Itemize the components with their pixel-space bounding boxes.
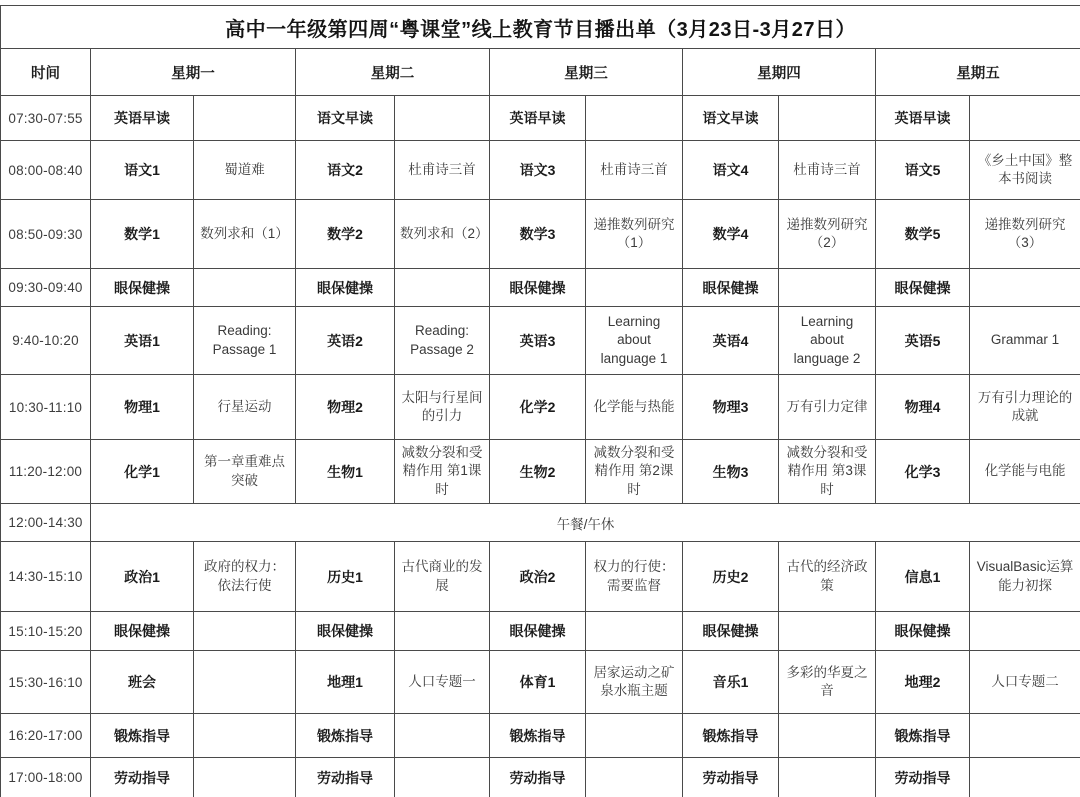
subject-cell: 数学4	[683, 200, 779, 269]
subject-cell: 物理3	[683, 375, 779, 440]
table-row	[1, 714, 1080, 758]
subject-cell: 劳动指导	[490, 758, 586, 797]
subject-cell: 数学3	[490, 200, 586, 269]
time-cell: 16:20-17:00	[1, 714, 91, 758]
topic-cell	[970, 612, 1080, 651]
topic-cell	[586, 758, 683, 797]
topic-cell: 减数分裂和受精作用 第1课时	[395, 440, 490, 504]
topic-cell: 多彩的华夏之音	[779, 651, 876, 714]
topic-cell: 居家运动之矿泉水瓶主题	[586, 651, 683, 714]
column-header-day: 星期五	[876, 49, 1080, 96]
header-row	[1, 49, 1080, 96]
topic-cell: 万有引力理论的成就	[970, 375, 1080, 440]
topic-cell	[194, 758, 296, 797]
subject-cell: 英语早读	[876, 96, 970, 141]
topic-cell: 杜甫诗三首	[395, 141, 490, 200]
subject-cell: 英语早读	[490, 96, 586, 141]
time-cell: 14:30-15:10	[1, 542, 91, 612]
subject-cell: 数学2	[296, 200, 395, 269]
time-cell: 10:30-11:10	[1, 375, 91, 440]
topic-cell: 古代商业的发展	[395, 542, 490, 612]
subject-cell: 音乐1	[683, 651, 779, 714]
topic-cell: 蜀道难	[194, 141, 296, 200]
subject-cell: 语文早读	[296, 96, 395, 141]
subject-cell: 锻炼指导	[683, 714, 779, 758]
table-row	[1, 307, 1080, 375]
subject-cell: 物理1	[91, 375, 194, 440]
topic-cell	[779, 96, 876, 141]
subject-cell: 生物2	[490, 440, 586, 504]
subject-cell: 体育1	[490, 651, 586, 714]
subject-cell: 眼保健操	[490, 612, 586, 651]
topic-cell: 数列求和（2）	[395, 200, 490, 269]
subject-cell: 英语1	[91, 307, 194, 375]
subject-cell: 历史1	[296, 542, 395, 612]
topic-cell: 化学能与电能	[970, 440, 1080, 504]
subject-cell: 地理1	[296, 651, 395, 714]
subject-cell: 锻炼指导	[296, 714, 395, 758]
topic-cell	[970, 269, 1080, 307]
subject-cell: 眼保健操	[91, 612, 194, 651]
topic-cell	[395, 269, 490, 307]
subject-cell: 英语3	[490, 307, 586, 375]
subject-cell: 语文5	[876, 141, 970, 200]
table-row	[1, 200, 1080, 269]
topic-cell: Reading: Passage 2	[395, 307, 490, 375]
subject-cell: 英语4	[683, 307, 779, 375]
subject-cell: 政治2	[490, 542, 586, 612]
topic-cell	[779, 758, 876, 797]
subject-cell: 生物1	[296, 440, 395, 504]
subject-cell: 眼保健操	[490, 269, 586, 307]
subject-cell: 锻炼指导	[876, 714, 970, 758]
column-header-day: 星期二	[296, 49, 490, 96]
title-row	[1, 6, 1080, 49]
time-cell: 9:40-10:20	[1, 307, 91, 375]
subject-cell: 语文1	[91, 141, 194, 200]
table-row	[1, 542, 1080, 612]
table-row	[1, 612, 1080, 651]
topic-cell: Grammar 1	[970, 307, 1080, 375]
topic-cell: 杜甫诗三首	[586, 141, 683, 200]
topic-cell: Learning about language 2	[779, 307, 876, 375]
timetable	[0, 5, 1080, 797]
subject-cell: 劳动指导	[296, 758, 395, 797]
subject-cell: 英语2	[296, 307, 395, 375]
table-row	[1, 758, 1080, 797]
subject-cell: 劳动指导	[876, 758, 970, 797]
topic-cell	[970, 758, 1080, 797]
column-header-time: 时间	[1, 49, 91, 96]
subject-cell: 政治1	[91, 542, 194, 612]
subject-cell: 数学5	[876, 200, 970, 269]
topic-cell	[970, 714, 1080, 758]
subject-cell: 语文早读	[683, 96, 779, 141]
subject-cell: 眼保健操	[296, 612, 395, 651]
topic-cell: 政府的权力：依法行使	[194, 542, 296, 612]
subject-cell: 眼保健操	[683, 612, 779, 651]
topic-cell	[395, 96, 490, 141]
topic-cell: 递推数列研究（2）	[779, 200, 876, 269]
subject-cell: 生物3	[683, 440, 779, 504]
subject-cell: 地理2	[876, 651, 970, 714]
topic-cell	[194, 96, 296, 141]
topic-cell	[194, 269, 296, 307]
topic-cell	[586, 612, 683, 651]
topic-cell	[194, 612, 296, 651]
topic-cell: 递推数列研究（3）	[970, 200, 1080, 269]
subject-cell: 锻炼指导	[91, 714, 194, 758]
time-cell: 17:00-18:00	[1, 758, 91, 797]
topic-cell: 古代的经济政策	[779, 542, 876, 612]
column-header-day: 星期三	[490, 49, 683, 96]
subject-cell: 化学2	[490, 375, 586, 440]
subject-cell: 物理4	[876, 375, 970, 440]
subject-cell: 数学1	[91, 200, 194, 269]
topic-cell: 第一章重难点突破	[194, 440, 296, 504]
topic-cell: 人口专题一	[395, 651, 490, 714]
subject-cell: 语文3	[490, 141, 586, 200]
topic-cell: 万有引力定律	[779, 375, 876, 440]
subject-cell: 眼保健操	[876, 612, 970, 651]
topic-cell: 人口专题二	[970, 651, 1080, 714]
table-row	[1, 651, 1080, 714]
column-header-day: 星期四	[683, 49, 876, 96]
time-cell: 11:20-12:00	[1, 440, 91, 504]
time-cell: 09:30-09:40	[1, 269, 91, 307]
subject-cell: 英语5	[876, 307, 970, 375]
subject-cell: 物理2	[296, 375, 395, 440]
topic-cell	[779, 714, 876, 758]
subject-cell: 锻炼指导	[490, 714, 586, 758]
subject-cell: 化学1	[91, 440, 194, 504]
table-row	[1, 504, 1080, 542]
subject-cell: 语文2	[296, 141, 395, 200]
table-row	[1, 96, 1080, 141]
time-cell: 15:10-15:20	[1, 612, 91, 651]
topic-cell	[970, 96, 1080, 141]
time-cell: 08:50-09:30	[1, 200, 91, 269]
topic-cell: 《乡土中国》整本书阅读	[970, 141, 1080, 200]
subject-cell: 眼保健操	[91, 269, 194, 307]
column-header-day: 星期一	[91, 49, 296, 96]
topic-cell	[586, 269, 683, 307]
table-row	[1, 269, 1080, 307]
time-cell: 15:30-16:10	[1, 651, 91, 714]
subject-cell: 劳动指导	[683, 758, 779, 797]
topic-cell	[395, 758, 490, 797]
topic-cell: 行星运动	[194, 375, 296, 440]
subject-cell: 劳动指导	[91, 758, 194, 797]
topic-cell	[586, 714, 683, 758]
time-cell: 07:30-07:55	[1, 96, 91, 141]
subject-cell: 眼保健操	[296, 269, 395, 307]
topic-cell	[779, 612, 876, 651]
topic-cell: 数列求和（1）	[194, 200, 296, 269]
page-title: 高中一年级第四周“粤课堂”线上教育节目播出单（3月23日-3月27日）	[1, 6, 1080, 49]
topic-cell: Reading: Passage 1	[194, 307, 296, 375]
topic-cell: 减数分裂和受精作用 第2课时	[586, 440, 683, 504]
topic-cell: 太阳与行星间的引力	[395, 375, 490, 440]
table-row	[1, 375, 1080, 440]
subject-cell: 历史2	[683, 542, 779, 612]
table-row	[1, 440, 1080, 504]
topic-cell: 杜甫诗三首	[779, 141, 876, 200]
topic-cell	[779, 269, 876, 307]
topic-cell: 化学能与热能	[586, 375, 683, 440]
topic-cell	[395, 714, 490, 758]
topic-cell: 权力的行使：需要监督	[586, 542, 683, 612]
topic-cell	[586, 96, 683, 141]
topic-cell: 减数分裂和受精作用 第3课时	[779, 440, 876, 504]
time-cell: 08:00-08:40	[1, 141, 91, 200]
lunch-break-cell: 午餐/午休	[91, 504, 1080, 542]
subject-cell: 语文4	[683, 141, 779, 200]
topic-cell	[194, 651, 296, 714]
subject-cell: 英语早读	[91, 96, 194, 141]
topic-cell	[194, 714, 296, 758]
topic-cell	[395, 612, 490, 651]
subject-cell: 眼保健操	[876, 269, 970, 307]
subject-cell: 眼保健操	[683, 269, 779, 307]
table-row	[1, 141, 1080, 200]
subject-cell: 化学3	[876, 440, 970, 504]
topic-cell: VisualBasic运算能力初探	[970, 542, 1080, 612]
subject-cell: 班会	[91, 651, 194, 714]
time-cell: 12:00-14:30	[1, 504, 91, 542]
topic-cell: Learning about language 1	[586, 307, 683, 375]
subject-cell: 信息1	[876, 542, 970, 612]
topic-cell: 递推数列研究（1）	[586, 200, 683, 269]
